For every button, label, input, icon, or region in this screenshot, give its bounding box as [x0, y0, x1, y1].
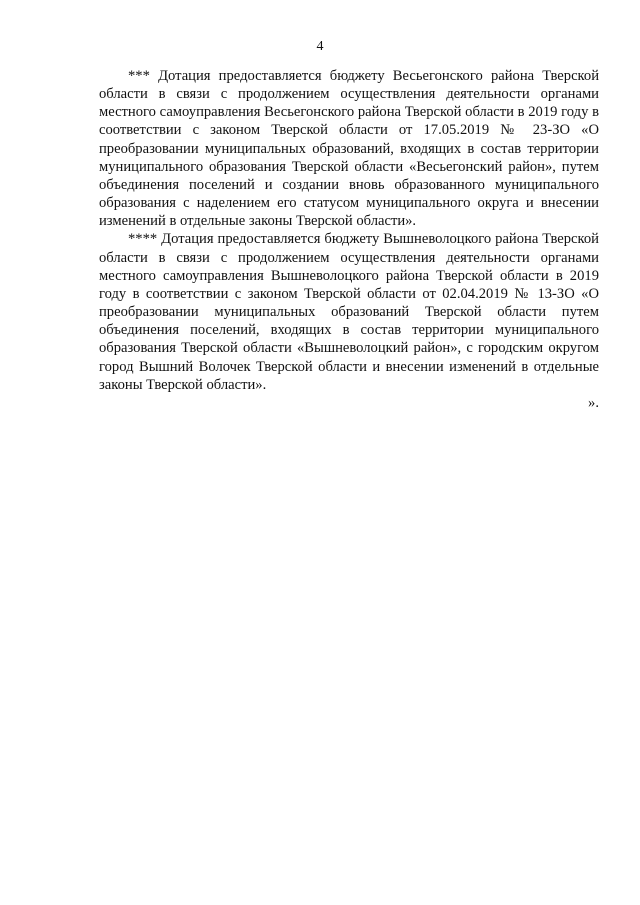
closing-quote-mark: ».: [588, 394, 599, 411]
footnote-paragraph-vyshny-volochek: **** Дотация предоставляется бюджету Вышневолоцкого района Тверской области в связи с продолжением осуществления деятельности органами местного самоуправления Вышневолоцкого района Тверской области в 2019 году в соответствии с законом Тверской области от 02.04.2019 № 13-ЗО «О преобразовании муниципальных образований Тверской области путем объединения поселений, входящих в состав территории муниципального образования Тверской области «Вышневолоцкий район», с городским округом город Вышний Волочек Тверской области и внесении изменений в отдельные законы Тверской области».: [99, 231, 599, 393]
document-body: [99, 67, 599, 412]
page-number: 4: [316, 39, 324, 54]
footnote-paragraph-vesyegonsk: *** Дотация предоставляется бюджету Весьегонского района Тверской области в связи с продолжением осуществления деятельности органами местного самоуправления Весьегонского района Тверской области в 2019 году в соответствии с законом Тверской области от 17.05.2019 № 23-ЗО «О преобразовании муниципальных образований, входящих в состав территории муниципального образования Тверской области «Весьегонский район», путем объединения поселений и создании вновь образованного муниципального образования с наделением его статусом муниципального округа и внесении изменений в отдельные законы Тверской области».: [99, 68, 599, 230]
